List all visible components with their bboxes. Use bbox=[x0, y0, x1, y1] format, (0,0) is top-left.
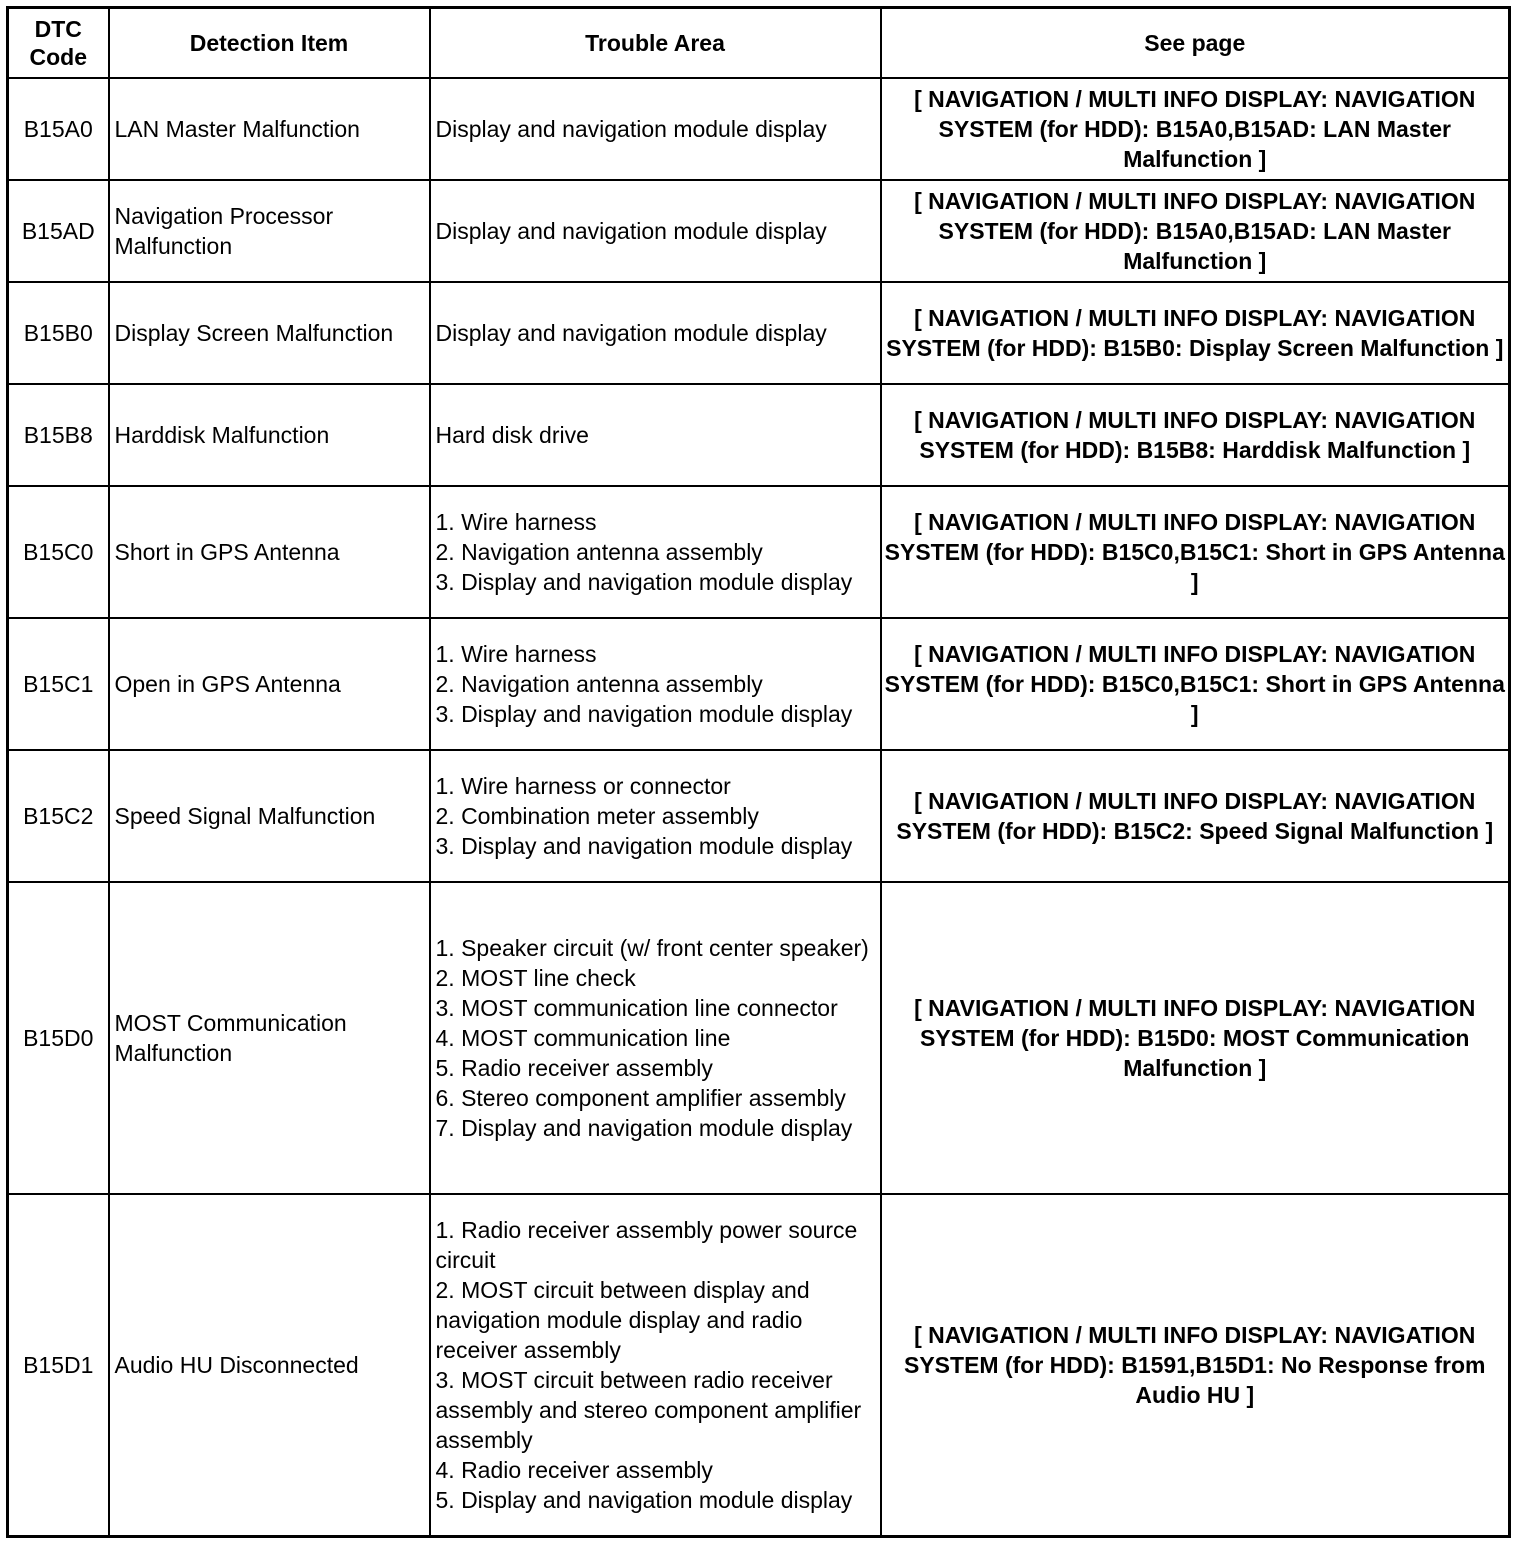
trouble-area-line: Display and navigation module display bbox=[435, 320, 827, 346]
table-row bbox=[8, 618, 1510, 750]
trouble-area-line: 4. Radio receiver assembly bbox=[435, 1456, 713, 1483]
trouble-area-line: 1. Wire harness or connector bbox=[435, 773, 731, 799]
dtc-code: B15B0 bbox=[8, 282, 109, 384]
trouble-area bbox=[430, 282, 881, 384]
table-row bbox=[8, 282, 1510, 384]
trouble-area bbox=[430, 1194, 881, 1536]
trouble-area-line: 3. MOST communication line connector bbox=[435, 995, 838, 1021]
dtc-code: B15AD bbox=[8, 180, 109, 282]
detection-item: Short in GPS Antenna bbox=[109, 486, 430, 618]
see-page-link[interactable]: [ NAVIGATION / MULTI INFO DISPLAY: NAVIGATION SYSTEM (for HDD): B15C0,B15C1: Short in GPS Antenna ] bbox=[881, 486, 1510, 618]
see-page-link[interactable]: [ NAVIGATION / MULTI INFO DISPLAY: NAVIGATION SYSTEM (for HDD): B15A0,B15AD: LAN Master Malfunction ] bbox=[881, 180, 1510, 282]
table-body bbox=[8, 78, 1510, 1536]
trouble-area-line: Display and navigation module display bbox=[435, 218, 827, 244]
see-page-link[interactable]: [ NAVIGATION / MULTI INFO DISPLAY: NAVIGATION SYSTEM (for HDD): B1591,B15D1: No Response from Audio HU ] bbox=[881, 1194, 1510, 1536]
trouble-area bbox=[430, 384, 881, 486]
see-page-link[interactable]: [ NAVIGATION / MULTI INFO DISPLAY: NAVIGATION SYSTEM (for HDD): B15C0,B15C1: Short in GPS Antenna ] bbox=[881, 618, 1510, 750]
trouble-area-line: 1. Wire harness bbox=[435, 641, 597, 667]
trouble-area-line: 2. Navigation antenna assembly bbox=[435, 539, 763, 565]
trouble-area bbox=[430, 882, 881, 1194]
detection-item: Audio HU Disconnected bbox=[109, 1194, 430, 1536]
trouble-area-line: 4. MOST communication line bbox=[435, 1025, 731, 1051]
table-row bbox=[8, 384, 1510, 486]
trouble-area bbox=[430, 750, 881, 882]
trouble-area-line: 2. Navigation antenna assembly bbox=[435, 671, 763, 697]
detection-item: Speed Signal Malfunction bbox=[109, 750, 430, 882]
see-page-link[interactable]: [ NAVIGATION / MULTI INFO DISPLAY: NAVIGATION SYSTEM (for HDD): B15C2: Speed Signal Malfunction ] bbox=[881, 750, 1510, 882]
dtc-code: B15B8 bbox=[8, 384, 109, 486]
detection-item: Harddisk Malfunction bbox=[109, 384, 430, 486]
dtc-code: B15C1 bbox=[8, 618, 109, 750]
header-row bbox=[8, 8, 1510, 79]
trouble-area-line: 1. Wire harness bbox=[435, 509, 597, 535]
see-page-link[interactable]: [ NAVIGATION / MULTI INFO DISPLAY: NAVIGATION SYSTEM (for HDD): B15D0: MOST Communication Malfunction ] bbox=[881, 882, 1510, 1194]
header-see-page: See page bbox=[881, 8, 1510, 79]
trouble-area bbox=[430, 486, 881, 618]
trouble-area-line: 3. MOST circuit between radio receiver assembly and stereo component amplifier assembly bbox=[435, 1366, 862, 1453]
table-row bbox=[8, 882, 1510, 1194]
trouble-area-line: 7. Display and navigation module display bbox=[435, 1115, 853, 1141]
dtc-code: B15D1 bbox=[8, 1194, 109, 1536]
detection-item: LAN Master Malfunction bbox=[109, 78, 430, 180]
see-page-link[interactable]: [ NAVIGATION / MULTI INFO DISPLAY: NAVIGATION SYSTEM (for HDD): B15B8: Harddisk Malfunction ] bbox=[881, 384, 1510, 486]
table-row bbox=[8, 750, 1510, 882]
dtc-table bbox=[6, 6, 1511, 1538]
trouble-area bbox=[430, 78, 881, 180]
table-row bbox=[8, 486, 1510, 618]
trouble-area-line: 6. Stereo component amplifier assembly bbox=[435, 1085, 846, 1111]
trouble-area-line: 2. Combination meter assembly bbox=[435, 803, 759, 829]
trouble-area-line: Display and navigation module display bbox=[435, 116, 827, 142]
trouble-area-line: 1. Speaker circuit (w/ front center speaker) bbox=[435, 935, 869, 961]
header-trouble-area: Trouble Area bbox=[430, 8, 881, 79]
trouble-area-line: 1. Radio receiver assembly power source circuit bbox=[435, 1216, 858, 1273]
dtc-code: B15C0 bbox=[8, 486, 109, 618]
dtc-code: B15C2 bbox=[8, 750, 109, 882]
trouble-area bbox=[430, 180, 881, 282]
header-dtc-line1: DTC bbox=[34, 16, 82, 42]
trouble-area-line: 3. Display and navigation module display bbox=[435, 701, 853, 727]
trouble-area-line: 3. Display and navigation module display bbox=[435, 569, 853, 595]
detection-item: MOST Communication Malfunction bbox=[109, 882, 430, 1194]
trouble-area-line: Hard disk drive bbox=[435, 422, 589, 448]
table-row bbox=[8, 180, 1510, 282]
see-page-link[interactable]: [ NAVIGATION / MULTI INFO DISPLAY: NAVIGATION SYSTEM (for HDD): B15B0: Display Screen Malfunction ] bbox=[881, 282, 1510, 384]
dtc-code: B15A0 bbox=[8, 78, 109, 180]
see-page-link[interactable]: [ NAVIGATION / MULTI INFO DISPLAY: NAVIGATION SYSTEM (for HDD): B15A0,B15AD: LAN Master Malfunction ] bbox=[881, 78, 1510, 180]
dtc-code: B15D0 bbox=[8, 882, 109, 1194]
trouble-area-line: 2. MOST circuit between display and navigation module display and radio receiver assembly bbox=[435, 1276, 810, 1363]
trouble-area-line: 3. Display and navigation module display bbox=[435, 833, 853, 859]
table-row bbox=[8, 78, 1510, 180]
detection-item: Navigation Processor Malfunction bbox=[109, 180, 430, 282]
trouble-area-line: 5. Display and navigation module display bbox=[435, 1486, 853, 1513]
header-dtc-code bbox=[8, 8, 109, 79]
trouble-area bbox=[430, 618, 881, 750]
header-detection-item: Detection Item bbox=[109, 8, 430, 79]
header-dtc-line2: Code bbox=[29, 44, 87, 70]
trouble-area-line: 2. MOST line check bbox=[435, 965, 636, 991]
detection-item: Open in GPS Antenna bbox=[109, 618, 430, 750]
trouble-area-line: 5. Radio receiver assembly bbox=[435, 1055, 713, 1081]
table-row bbox=[8, 1194, 1510, 1536]
detection-item: Display Screen Malfunction bbox=[109, 282, 430, 384]
